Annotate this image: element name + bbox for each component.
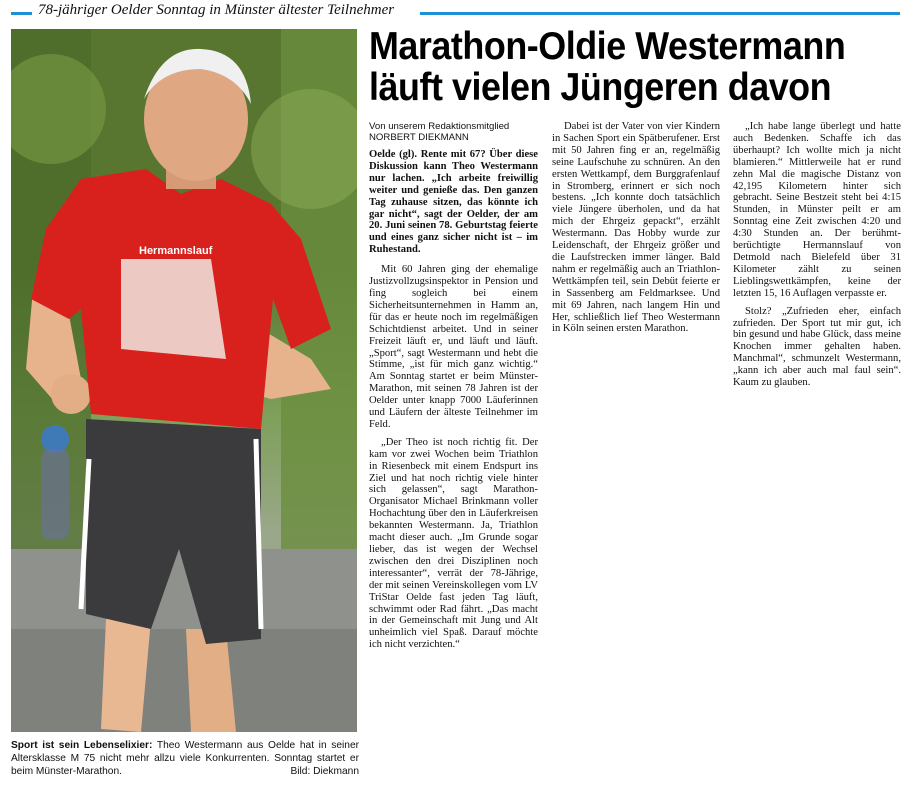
article-paragraph-4: „Ich habe lange überlegt und hatte auch Bedenken. Schaffe ich das überhaupt? Ich wollte mich ja nicht blamieren.“ Mittlerweile hat er rund zehn Mal die magische Distanz von 42,195 Kilometern hinter sich gebracht. Seine Bestzeit steht bei 4:15 Stunden, in Münster peilt er am Sonntag eine Zeit zwischen 4:20 und 4:30 Stunden an. Der berühmt-berüchtigte Hermannslauf von Detmold nach Bielefeld über 31 Kilometer zählt zu seinen Lieblingswettkämpfen, keine der letzten 15, 16 Auflagen verpasste er.	[733, 121, 901, 299]
runner-photo	[11, 29, 357, 732]
byline	[369, 121, 538, 143]
headline-line-1: Marathon-Oldie Westermann	[369, 25, 846, 68]
headline	[369, 26, 857, 108]
byline-line-1: Von unserem Redaktionsmitglied	[369, 121, 510, 132]
headline-line-2: läuft vielen Jüngeren davon	[369, 66, 832, 109]
photo-credit: Bild: Diekmann	[290, 765, 359, 777]
kicker-rule-right	[420, 12, 900, 15]
photo-caption	[11, 740, 359, 778]
kicker-line: 78-jähriger Oelder Sonntag in Münster ältester Teilnehmer	[32, 2, 400, 19]
article-column-2	[552, 121, 720, 335]
article-column-1	[369, 121, 538, 651]
caption-bold: Sport ist sein Lebenselixier:	[11, 740, 153, 751]
article-paragraph-1: Mit 60 Jahren ging der ehemalige Justizvollzugsinspektor in Pension und fing sogleich bei einem Sicherheitsunternehmen in Hamm an, für das er heute noch im regelmäßigen Schichtdienst arbeitet. Und in seiner Freizeit läuft er, und läuft und läuft. „Sport“, sagt Westermann und hebt die Stimme, „ist für mich ganz wichtig.“ Am Sonntag startet er beim Münster-Marathon, mit seinen 78 Jahren ist der Oelder unter knapp 7000 Läuferinnen und Läufern der älteste Teilnehmer im Feld.	[369, 264, 538, 430]
runner-illustration	[11, 29, 357, 732]
article-lead: Oelde (gl). Rente mit 67? Über diese Diskussion kann Theo Westermann nur lachen. „Ich arbeite freiwillig weiter und genieße das. Den ganzen Tag zuhause sitzen, das könnte ich gar nicht“, sagt der Oelder, der am 20. Juni seinen 78. Geburtstag feierte und eines ganz sicher nicht ist – im Ruhestand.	[369, 149, 538, 256]
byline-author: NORBERT DIEKMANN	[369, 132, 469, 143]
article-paragraph-3: Dabei ist der Vater von vier Kindern in Sachen Sport ein Spätberufener. Erst mit 50 Jahren fing er an, regelmäßig seine Laufschuhe zu schnüren. An den ersten Wettkampf, dem Burggrafenlauf in Stromberg, erinnert er sich noch bestens. „Ich konnte doch tatsächlich viele Jüngere überholen, und da hat mich der Ehrgeiz gepackt“, erzählt Westermann. Das Hobby wurde zur Leidenschaft, der Ehrgeiz größer und die Laufstrecken immer länger. Bald nahm er regelmäßig auch an Triathlon-Wettkämpfen teil, sein Debüt feierte er in Sassenberg am Feldmarksee. Und mit 69 Jahren, nach langem Hin und Her, schließlich lief Theo Westermann in Köln seinen ersten Marathon.	[552, 121, 720, 335]
article-column-3	[733, 121, 901, 389]
shirt-text: Hermannslauf	[139, 245, 213, 257]
article-paragraph-2: „Der Theo ist noch richtig fit. Der kam vor zwei Wochen beim Triathlon in Riesenbeck mit einem Endspurt ins Ziel und hat noch richtig viele hinter sich gelassen“, sagt Marathon-Organisator Michael Brinkmann voller Hochachtung über den in Läuferkreisen bekannten Westermann. Ja, Triathlon macht dieser auch. „Im Grunde sogar lieber, das ist wegen der Wechsel zwischen den drei Disziplinen noch interessanter“, verrät der 78-Jährige, der mit seinen Vereinskollegen vom LV TriStar Oelde fast jeden Tag läuft, schwimmt oder Rad fährt. „Das macht in der Gemeinschaft mit Jung und Alt unheimlich viel Spaß. Darauf möchte ich nicht verzichten.“	[369, 436, 538, 651]
caption-text: Theo Westermann aus Oelde hat in seiner Altersklasse M 75 nicht mehr allzu viele Konkurrenten. Sonntag startet er beim Münster-Marathon.	[11, 740, 360, 777]
article-paragraph-5: Stolz? „Zufrieden eher, einfach zufrieden. Der Sport tut mir gut, ich bin gesund und habe Glück, dass meine Knochen immer gehalten haben. Manchmal“, schmunzelt Westermann, „kann ich aber auch mal faul sein“. Kaum zu glauben.	[733, 305, 901, 389]
